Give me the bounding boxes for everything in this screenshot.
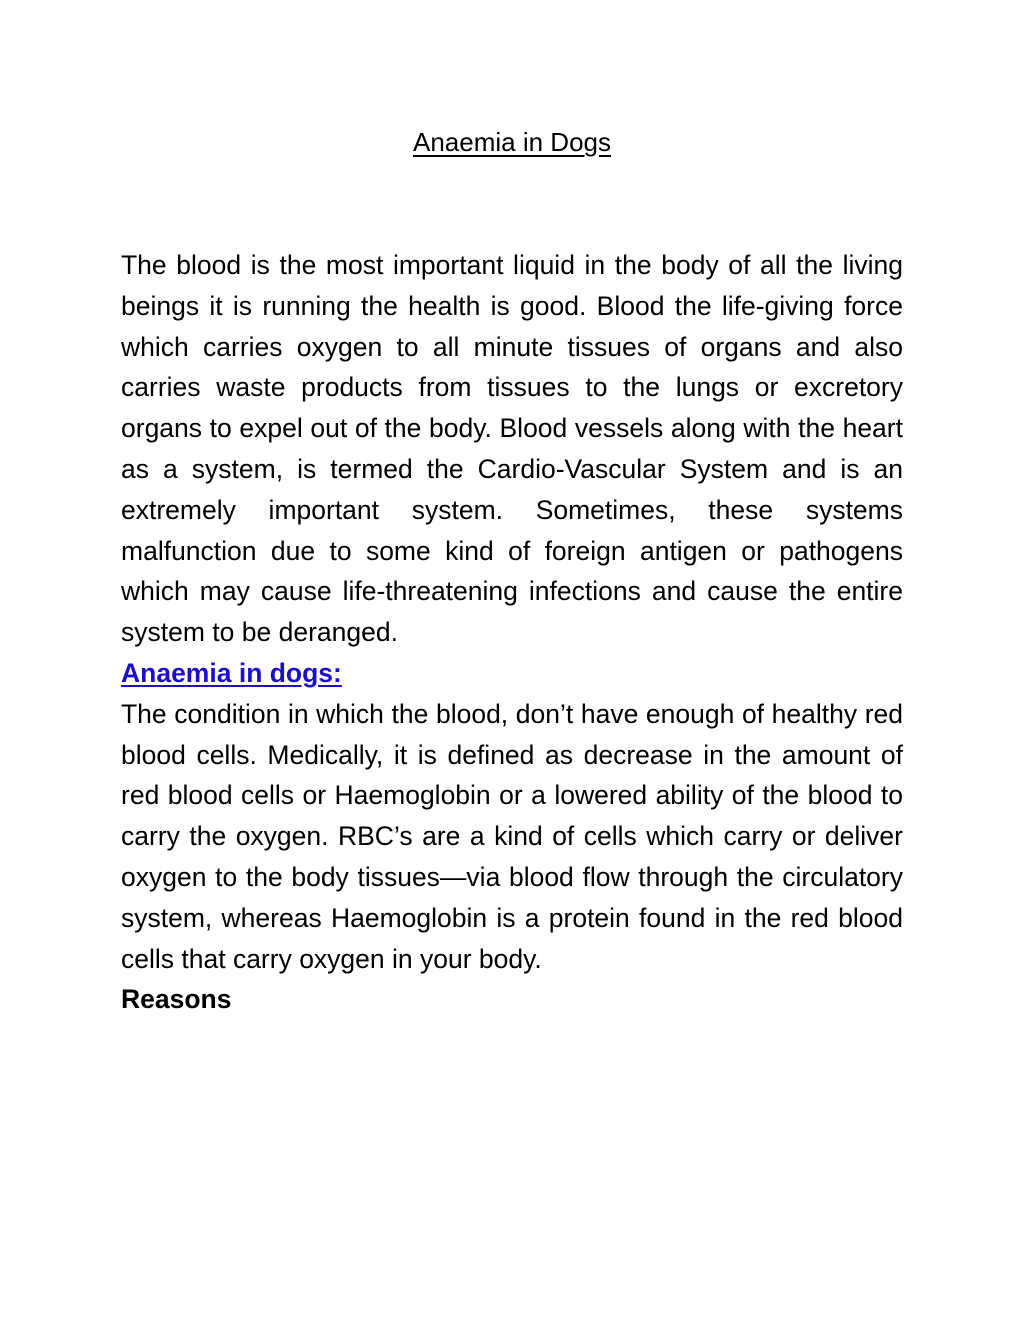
document-body xyxy=(121,245,903,1020)
page-title xyxy=(0,122,1024,162)
reasons-heading: Reasons xyxy=(121,984,232,1015)
page-title-text: Anaemia in Dogs xyxy=(413,127,611,157)
intro-paragraph: The blood is the most important liquid in the body of all the living beings it is running the health is good. Blood the life-giving force which carries oxygen to all minute tissues of organs and also carries waste products from tissues to the lungs or excretory organs to expel out of the body. Blood vessels along with the heart as a system, is termed the Cardio-Vascular System and is an extremely important system. Sometimes, these systems malfunction due to some kind of foreign antigen or pathogens which may cause life-threatening infections and cause the entire system to be deranged. xyxy=(121,250,903,648)
definition-paragraph: The condition in which the blood, don’t have enough of healthy red blood cells. Medically, it is defined as decrease in the amount of red blood cells or Haemoglobin or a lowered ability of the blood to carry the oxygen. RBC’s are a kind of cells which carry or deliver oxygen to the body tissues—via blood flow through the circulatory system, whereas Haemoglobin is a protein found in the red blood cells that carry oxygen in your body. xyxy=(121,698,903,974)
anaemia-section-link[interactable]: Anaemia in dogs: xyxy=(121,657,342,688)
